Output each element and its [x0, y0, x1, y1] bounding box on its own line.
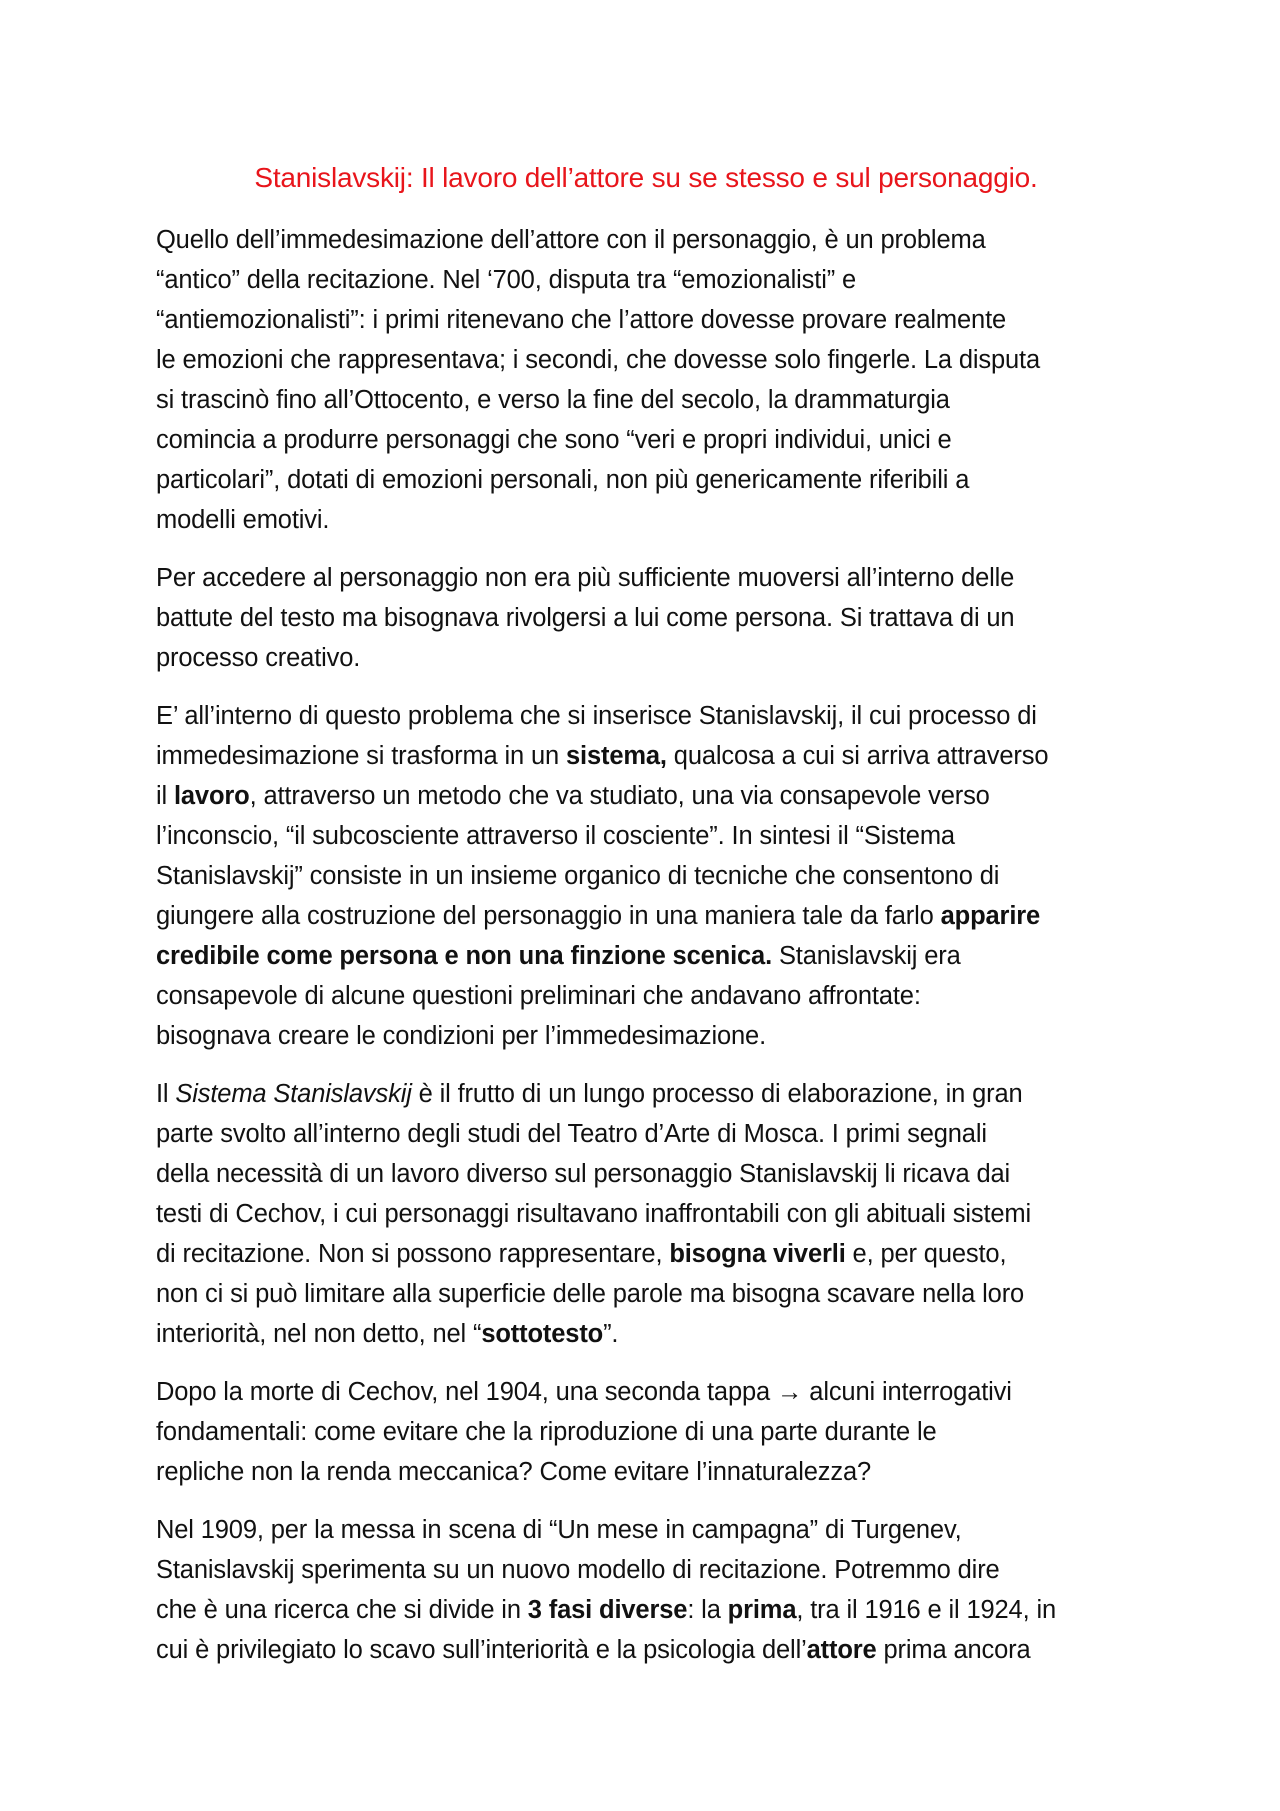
text-run: : la [687, 1596, 728, 1624]
text-run: della necessità di un lavoro diverso sul personaggio Stanislavskij li ricava dai [156, 1160, 1011, 1188]
text-line [156, 1590, 1136, 1630]
bold-text: credibile come persona e non una finzione scenica. [156, 942, 773, 970]
text-run: è il frutto di un lungo processo di elaborazione, in gran [411, 1080, 1023, 1108]
text-line [156, 638, 1136, 678]
text-run: e, per questo, [845, 1240, 1007, 1268]
text-run: consapevole di alcune questioni preliminari che andavano affrontate: [156, 982, 921, 1010]
text-run: immedesimazione si trasforma in un [156, 742, 566, 770]
text-run: cui è privilegiato lo scavo sull’interiorità e la psicologia dell’ [156, 1636, 807, 1664]
document-title: Stanislavskij: Il lavoro dell’attore su se stesso e sul personaggio. [254, 162, 1038, 193]
text-run: giungere alla costruzione del personaggio in una maniera tale da farlo [156, 902, 941, 930]
text-line [156, 260, 1136, 300]
text-line [156, 420, 1136, 460]
text-line [156, 300, 1136, 340]
text-run: processo creativo. [156, 644, 361, 672]
text-run: Stanislavskij” consiste in un insieme organico di tecniche che consentono di [156, 862, 1000, 890]
text-line [156, 816, 1136, 856]
text-run: Quello dell’immedesimazione dell’attore con il personaggio, è un problema [156, 226, 986, 254]
paragraph [156, 1372, 1136, 1492]
bold-text: prima [727, 1596, 797, 1624]
text-run: il [156, 782, 174, 810]
text-line [156, 1234, 1136, 1274]
text-run: bisognava creare le condizioni per l’immedesimazione. [156, 1022, 767, 1050]
bold-text: bisogna viverli [669, 1240, 846, 1268]
paragraph [156, 220, 1136, 540]
text-line [156, 696, 1136, 736]
paragraph [156, 696, 1136, 1056]
text-line [156, 736, 1136, 776]
text-line [156, 976, 1136, 1016]
text-run: testi di Cechov, i cui personaggi risultavano inaffrontabili con gli abituali sistemi [156, 1200, 1032, 1228]
text-run: Nel 1909, per la messa in scena di “Un mese in campagna” di Turgenev, [156, 1516, 962, 1544]
text-run: , attraverso un metodo che va studiato, una via consapevole verso [249, 782, 990, 810]
text-run: non ci si può limitare alla superficie delle parole ma bisogna scavare nella loro [156, 1280, 1025, 1308]
text-line [156, 1412, 1136, 1452]
bold-text: 3 fasi diverse [527, 1596, 688, 1624]
text-run: Per accedere al personaggio non era più sufficiente muoversi all’interno delle [156, 564, 1015, 592]
text-run: parte svolto all’interno degli studi del Teatro d’Arte di Mosca. I primi segnali [156, 1120, 987, 1148]
text-run: prima ancora [876, 1636, 1031, 1664]
text-line [156, 598, 1136, 638]
text-line [156, 1016, 1136, 1056]
text-run: modelli emotivi. [156, 506, 330, 534]
text-run: Stanislavskij sperimenta su un nuovo modello di recitazione. Potremmo dire [156, 1556, 1000, 1584]
bold-text: sistema, [565, 742, 667, 770]
text-line [156, 1550, 1136, 1590]
text-line [156, 1510, 1136, 1550]
text-run: fondamentali: come evitare che la riproduzione di una parte durante le [156, 1418, 937, 1446]
text-line [156, 856, 1136, 896]
text-run: ”. [603, 1320, 619, 1348]
bold-text: attore [806, 1636, 877, 1664]
text-line [156, 1452, 1136, 1492]
text-run: che è una ricerca che si divide in [156, 1596, 528, 1624]
text-line [156, 896, 1136, 936]
text-run: E’ all’interno di questo problema che si inserisce Stanislavskij, il cui processo di [156, 702, 1037, 730]
text-line [156, 776, 1136, 816]
text-run: qualcosa a cui si arriva attraverso [666, 742, 1049, 770]
text-run: di recitazione. Non si possono rappresentare, [156, 1240, 670, 1268]
text-run: Stanislavskij era [772, 942, 961, 970]
text-run: si trascinò fino all’Ottocento, e verso la fine del secolo, la drammaturgia [156, 386, 950, 414]
paragraph [156, 1510, 1136, 1670]
text-run: comincia a produrre personaggi che sono “veri e propri individui, unici e [156, 426, 952, 454]
text-line [156, 936, 1136, 976]
text-line [156, 1074, 1136, 1114]
text-line [156, 1274, 1136, 1314]
italic-text: Sistema Stanislavskij [175, 1080, 412, 1108]
text-line [156, 558, 1136, 598]
text-run: battute del testo ma bisognava rivolgersi a lui come persona. Si trattava di un [156, 604, 1015, 632]
text-line [156, 1154, 1136, 1194]
paragraph [156, 558, 1136, 678]
document-page [156, 158, 1136, 1688]
text-run: , tra il 1916 e il 1924, in [796, 1596, 1056, 1624]
text-run: Il [156, 1080, 176, 1108]
text-run: repliche non la renda meccanica? Come evitare l’innaturalezza? [156, 1458, 872, 1486]
bold-text: sottotesto [481, 1320, 604, 1348]
text-line [156, 380, 1136, 420]
text-line [156, 220, 1136, 260]
text-line [156, 1630, 1136, 1670]
text-line [156, 340, 1136, 380]
text-run: “antico” della recitazione. Nel ‘700, disputa tra “emozionalisti” e [156, 266, 857, 294]
text-run: le emozioni che rappresentava; i secondi, che dovesse solo fingerle. La disputa [156, 346, 1041, 374]
text-line [156, 1114, 1136, 1154]
paragraph [156, 1074, 1136, 1354]
bold-text: lavoro [173, 782, 250, 810]
text-run: particolari”, dotati di emozioni personali, non più genericamente riferibili a [156, 466, 970, 494]
text-run: interiorità, nel non detto, nel “ [156, 1320, 482, 1348]
text-run: Dopo la morte di Cechov, nel 1904, una seconda tappa → alcuni interrogativi [156, 1378, 1012, 1406]
bold-text: apparire [940, 902, 1041, 930]
text-line [156, 500, 1136, 540]
text-line [156, 460, 1136, 500]
document-body [156, 220, 1136, 1670]
text-run: “antiemozionalisti”: i primi ritenevano che l’attore dovesse provare realmente [156, 306, 1007, 334]
text-run: l’inconscio, “il subcosciente attraverso il cosciente”. In sintesi il “Sistema [156, 822, 955, 850]
text-line [156, 1194, 1136, 1234]
text-line [156, 1372, 1136, 1412]
text-line [156, 1314, 1136, 1354]
